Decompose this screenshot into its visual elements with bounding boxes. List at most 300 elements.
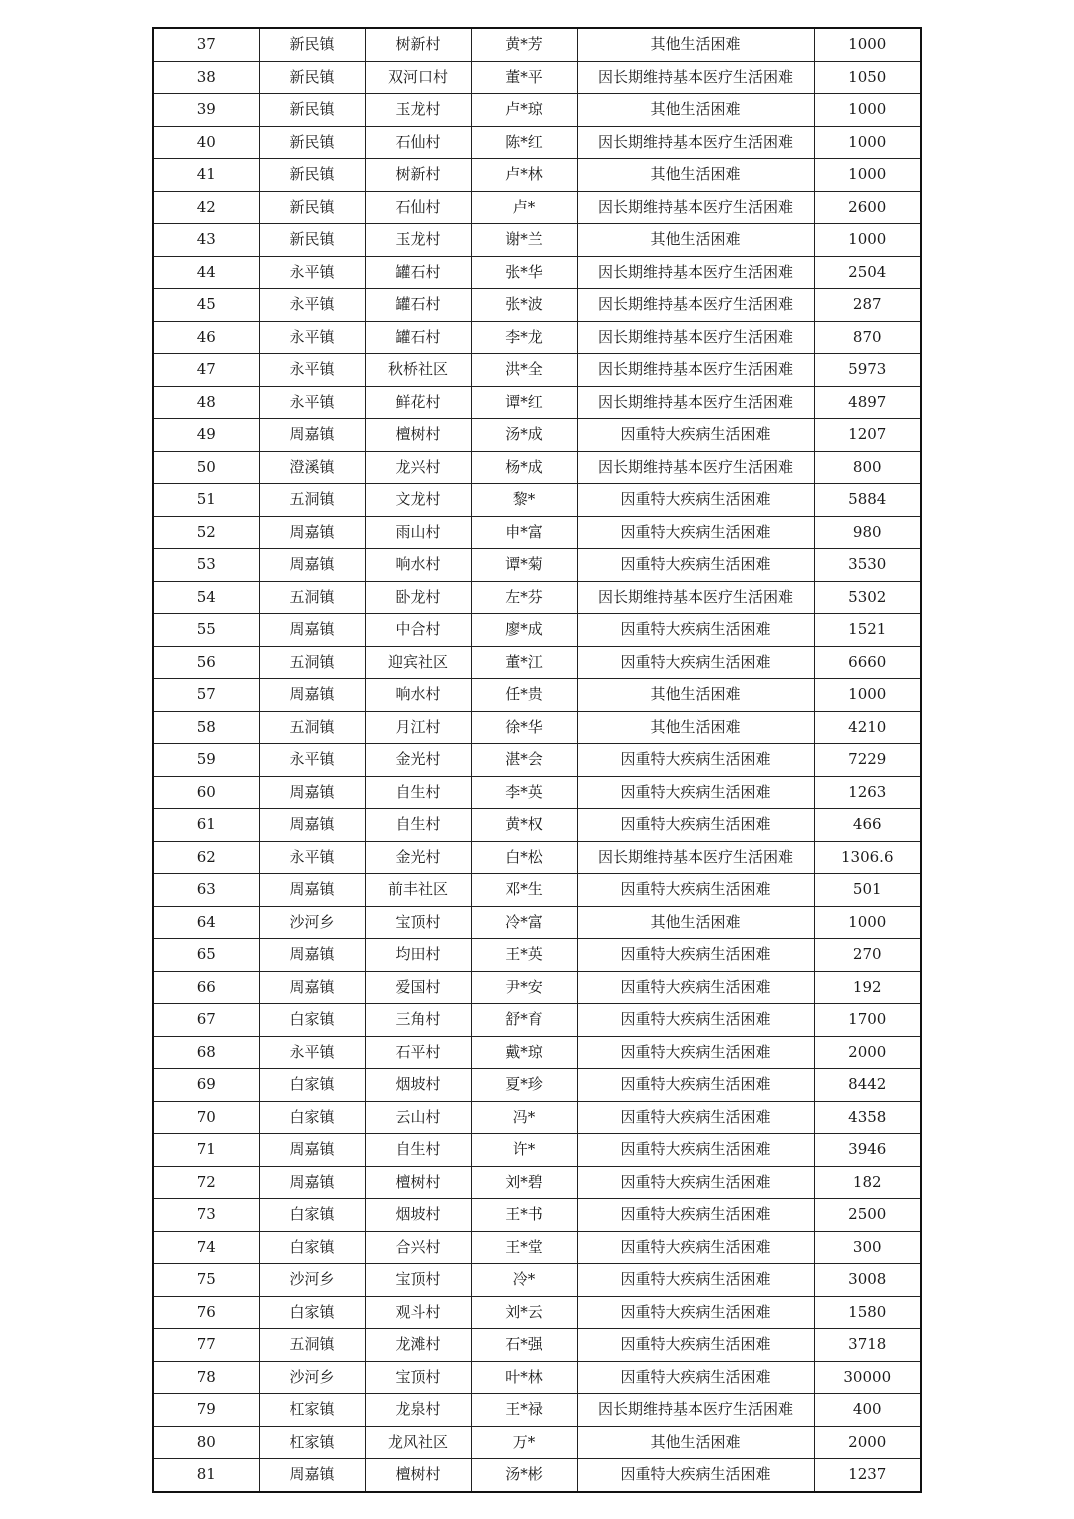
village-cell: 罐石村 [365, 289, 471, 322]
reason-cell: 因重特大疾病生活困难 [577, 484, 814, 517]
town-cell: 新民镇 [259, 191, 365, 224]
reason-cell: 因重特大疾病生活困难 [577, 1166, 814, 1199]
serial-number-cell: 58 [153, 711, 259, 744]
village-cell: 自生村 [365, 1134, 471, 1167]
serial-number-cell: 53 [153, 549, 259, 582]
table-row [153, 1134, 921, 1167]
serial-number-cell: 40 [153, 126, 259, 159]
serial-number-cell: 66 [153, 971, 259, 1004]
village-cell: 自生村 [365, 776, 471, 809]
town-cell: 永平镇 [259, 1036, 365, 1069]
village-cell: 卧龙村 [365, 581, 471, 614]
serial-number-cell: 38 [153, 61, 259, 94]
village-cell: 龙风社区 [365, 1426, 471, 1459]
amount-cell: 30000 [814, 1361, 921, 1394]
amount-cell: 980 [814, 516, 921, 549]
serial-number-cell: 55 [153, 614, 259, 647]
village-cell: 鲜花村 [365, 386, 471, 419]
table-row [153, 646, 921, 679]
table-row [153, 516, 921, 549]
table-row [153, 841, 921, 874]
village-cell: 石仙村 [365, 126, 471, 159]
town-cell: 五洞镇 [259, 484, 365, 517]
amount-cell: 3008 [814, 1264, 921, 1297]
serial-number-cell: 71 [153, 1134, 259, 1167]
name-cell: 董*江 [471, 646, 577, 679]
reason-cell: 其他生活困难 [577, 224, 814, 257]
reason-cell: 因重特大疾病生活困难 [577, 1134, 814, 1167]
serial-number-cell: 67 [153, 1004, 259, 1037]
village-cell: 响水村 [365, 549, 471, 582]
town-cell: 白家镇 [259, 1069, 365, 1102]
serial-number-cell: 47 [153, 354, 259, 387]
serial-number-cell: 46 [153, 321, 259, 354]
town-cell: 周嘉镇 [259, 516, 365, 549]
serial-number-cell: 80 [153, 1426, 259, 1459]
amount-cell: 8442 [814, 1069, 921, 1102]
name-cell: 董*平 [471, 61, 577, 94]
amount-cell: 800 [814, 451, 921, 484]
town-cell: 新民镇 [259, 94, 365, 127]
reason-cell: 因重特大疾病生活困难 [577, 646, 814, 679]
serial-number-cell: 45 [153, 289, 259, 322]
name-cell: 杨*成 [471, 451, 577, 484]
table-row [153, 1264, 921, 1297]
town-cell: 周嘉镇 [259, 874, 365, 907]
amount-cell: 5973 [814, 354, 921, 387]
town-cell: 永平镇 [259, 386, 365, 419]
reason-cell: 因重特大疾病生活困难 [577, 809, 814, 842]
name-cell: 卢*林 [471, 159, 577, 192]
serial-number-cell: 56 [153, 646, 259, 679]
table-row [153, 1329, 921, 1362]
reason-cell: 因长期维持基本医疗生活困难 [577, 1394, 814, 1427]
serial-number-cell: 69 [153, 1069, 259, 1102]
amount-cell: 3946 [814, 1134, 921, 1167]
village-cell: 宝顶村 [365, 1264, 471, 1297]
serial-number-cell: 51 [153, 484, 259, 517]
town-cell: 沙河乡 [259, 1264, 365, 1297]
town-cell: 周嘉镇 [259, 419, 365, 452]
town-cell: 沙河乡 [259, 906, 365, 939]
reason-cell: 因重特大疾病生活困难 [577, 1069, 814, 1102]
table-row [153, 581, 921, 614]
table-row [153, 711, 921, 744]
town-cell: 杠家镇 [259, 1394, 365, 1427]
table-row [153, 776, 921, 809]
name-cell: 冯* [471, 1101, 577, 1134]
name-cell: 李*英 [471, 776, 577, 809]
village-cell: 玉龙村 [365, 224, 471, 257]
serial-number-cell: 76 [153, 1296, 259, 1329]
town-cell: 周嘉镇 [259, 776, 365, 809]
reason-cell: 因长期维持基本医疗生活困难 [577, 321, 814, 354]
town-cell: 周嘉镇 [259, 614, 365, 647]
table-row [153, 354, 921, 387]
table-row [153, 28, 921, 61]
village-cell: 自生村 [365, 809, 471, 842]
amount-cell: 6660 [814, 646, 921, 679]
serial-number-cell: 62 [153, 841, 259, 874]
village-cell: 树新村 [365, 28, 471, 61]
name-cell: 左*芬 [471, 581, 577, 614]
village-cell: 檀树村 [365, 419, 471, 452]
village-cell: 罐石村 [365, 321, 471, 354]
name-cell: 卢* [471, 191, 577, 224]
name-cell: 刘*碧 [471, 1166, 577, 1199]
amount-cell: 1000 [814, 159, 921, 192]
village-cell: 文龙村 [365, 484, 471, 517]
name-cell: 陈*红 [471, 126, 577, 159]
serial-number-cell: 79 [153, 1394, 259, 1427]
village-cell: 檀树村 [365, 1459, 471, 1492]
town-cell: 五洞镇 [259, 711, 365, 744]
name-cell: 石*强 [471, 1329, 577, 1362]
reason-cell: 因重特大疾病生活困难 [577, 516, 814, 549]
name-cell: 徐*华 [471, 711, 577, 744]
town-cell: 永平镇 [259, 321, 365, 354]
town-cell: 周嘉镇 [259, 1166, 365, 1199]
amount-cell: 182 [814, 1166, 921, 1199]
amount-cell: 1000 [814, 126, 921, 159]
table-row [153, 1069, 921, 1102]
name-cell: 冷*富 [471, 906, 577, 939]
table-row [153, 1426, 921, 1459]
reason-cell: 因重特大疾病生活困难 [577, 939, 814, 972]
town-cell: 新民镇 [259, 61, 365, 94]
reason-cell: 因重特大疾病生活困难 [577, 776, 814, 809]
village-cell: 烟坡村 [365, 1199, 471, 1232]
name-cell: 廖*成 [471, 614, 577, 647]
village-cell: 前丰社区 [365, 874, 471, 907]
amount-cell: 1521 [814, 614, 921, 647]
village-cell: 石平村 [365, 1036, 471, 1069]
table-row [153, 484, 921, 517]
name-cell: 李*龙 [471, 321, 577, 354]
name-cell: 尹*安 [471, 971, 577, 1004]
reason-cell: 因重特大疾病生活困难 [577, 419, 814, 452]
reason-cell: 因重特大疾病生活困难 [577, 1459, 814, 1492]
serial-number-cell: 81 [153, 1459, 259, 1492]
village-cell: 金光村 [365, 744, 471, 777]
reason-cell: 因重特大疾病生活困难 [577, 1329, 814, 1362]
reason-cell: 其他生活困难 [577, 711, 814, 744]
amount-cell: 1000 [814, 28, 921, 61]
amount-cell: 1050 [814, 61, 921, 94]
name-cell: 谭*红 [471, 386, 577, 419]
reason-cell: 因重特大疾病生活困难 [577, 1361, 814, 1394]
name-cell: 卢*琼 [471, 94, 577, 127]
town-cell: 白家镇 [259, 1231, 365, 1264]
town-cell: 新民镇 [259, 224, 365, 257]
name-cell: 王*堂 [471, 1231, 577, 1264]
amount-cell: 1237 [814, 1459, 921, 1492]
amount-cell: 1306.6 [814, 841, 921, 874]
reason-cell: 因长期维持基本医疗生活困难 [577, 581, 814, 614]
village-cell: 石仙村 [365, 191, 471, 224]
reason-cell: 因重特大疾病生活困难 [577, 971, 814, 1004]
serial-number-cell: 61 [153, 809, 259, 842]
serial-number-cell: 68 [153, 1036, 259, 1069]
village-cell: 响水村 [365, 679, 471, 712]
amount-cell: 4897 [814, 386, 921, 419]
serial-number-cell: 64 [153, 906, 259, 939]
table-row [153, 159, 921, 192]
table-row [153, 1231, 921, 1264]
name-cell: 冷* [471, 1264, 577, 1297]
reason-cell: 因长期维持基本医疗生活困难 [577, 256, 814, 289]
town-cell: 永平镇 [259, 841, 365, 874]
table-row [153, 1394, 921, 1427]
table-row [153, 1361, 921, 1394]
reason-cell: 因重特大疾病生活困难 [577, 1264, 814, 1297]
town-cell: 永平镇 [259, 289, 365, 322]
serial-number-cell: 37 [153, 28, 259, 61]
reason-cell: 因重特大疾病生活困难 [577, 549, 814, 582]
table-row [153, 744, 921, 777]
table-row [153, 126, 921, 159]
serial-number-cell: 41 [153, 159, 259, 192]
village-cell: 树新村 [365, 159, 471, 192]
name-cell: 万* [471, 1426, 577, 1459]
reason-cell: 其他生活困难 [577, 28, 814, 61]
table-row [153, 1199, 921, 1232]
town-cell: 五洞镇 [259, 646, 365, 679]
town-cell: 沙河乡 [259, 1361, 365, 1394]
table-row [153, 1036, 921, 1069]
town-cell: 五洞镇 [259, 581, 365, 614]
table-row [153, 61, 921, 94]
reason-cell: 因长期维持基本医疗生活困难 [577, 841, 814, 874]
amount-cell: 2500 [814, 1199, 921, 1232]
town-cell: 白家镇 [259, 1101, 365, 1134]
serial-number-cell: 75 [153, 1264, 259, 1297]
serial-number-cell: 39 [153, 94, 259, 127]
amount-cell: 1580 [814, 1296, 921, 1329]
village-cell: 迎宾社区 [365, 646, 471, 679]
amount-cell: 5302 [814, 581, 921, 614]
serial-number-cell: 48 [153, 386, 259, 419]
name-cell: 夏*珍 [471, 1069, 577, 1102]
serial-number-cell: 73 [153, 1199, 259, 1232]
reason-cell: 因重特大疾病生活困难 [577, 744, 814, 777]
table-row [153, 1101, 921, 1134]
amount-cell: 5884 [814, 484, 921, 517]
village-cell: 龙滩村 [365, 1329, 471, 1362]
serial-number-cell: 49 [153, 419, 259, 452]
serial-number-cell: 65 [153, 939, 259, 972]
town-cell: 新民镇 [259, 28, 365, 61]
village-cell: 檀树村 [365, 1166, 471, 1199]
table-row [153, 256, 921, 289]
name-cell: 汤*彬 [471, 1459, 577, 1492]
serial-number-cell: 60 [153, 776, 259, 809]
amount-cell: 3530 [814, 549, 921, 582]
village-cell: 秋桥社区 [365, 354, 471, 387]
village-cell: 雨山村 [365, 516, 471, 549]
town-cell: 永平镇 [259, 744, 365, 777]
village-cell: 龙兴村 [365, 451, 471, 484]
table-row [153, 191, 921, 224]
table-row [153, 1166, 921, 1199]
name-cell: 白*松 [471, 841, 577, 874]
name-cell: 黎* [471, 484, 577, 517]
reason-cell: 其他生活困难 [577, 94, 814, 127]
table-row [153, 94, 921, 127]
reason-cell: 因长期维持基本医疗生活困难 [577, 191, 814, 224]
amount-cell: 270 [814, 939, 921, 972]
serial-number-cell: 52 [153, 516, 259, 549]
table-row [153, 1004, 921, 1037]
village-cell: 三角村 [365, 1004, 471, 1037]
table-row [153, 549, 921, 582]
name-cell: 刘*云 [471, 1296, 577, 1329]
town-cell: 永平镇 [259, 256, 365, 289]
name-cell: 任*贵 [471, 679, 577, 712]
amount-cell: 2600 [814, 191, 921, 224]
reason-cell: 因长期维持基本医疗生活困难 [577, 126, 814, 159]
name-cell: 湛*会 [471, 744, 577, 777]
amount-cell: 192 [814, 971, 921, 1004]
reason-cell: 因长期维持基本医疗生活困难 [577, 61, 814, 94]
amount-cell: 1000 [814, 906, 921, 939]
amount-cell: 1000 [814, 679, 921, 712]
reason-cell: 其他生活困难 [577, 906, 814, 939]
reason-cell: 其他生活困难 [577, 679, 814, 712]
village-cell: 爱国村 [365, 971, 471, 1004]
name-cell: 王*禄 [471, 1394, 577, 1427]
amount-cell: 1207 [814, 419, 921, 452]
town-cell: 周嘉镇 [259, 971, 365, 1004]
name-cell: 许* [471, 1134, 577, 1167]
town-cell: 周嘉镇 [259, 1134, 365, 1167]
serial-number-cell: 42 [153, 191, 259, 224]
name-cell: 谭*菊 [471, 549, 577, 582]
name-cell: 洪*全 [471, 354, 577, 387]
name-cell: 王*英 [471, 939, 577, 972]
town-cell: 澄溪镇 [259, 451, 365, 484]
village-cell: 观斗村 [365, 1296, 471, 1329]
village-cell: 龙泉村 [365, 1394, 471, 1427]
amount-cell: 501 [814, 874, 921, 907]
village-cell: 双河口村 [365, 61, 471, 94]
amount-cell: 300 [814, 1231, 921, 1264]
town-cell: 新民镇 [259, 126, 365, 159]
reason-cell: 因重特大疾病生活困难 [577, 1101, 814, 1134]
table-row [153, 419, 921, 452]
amount-cell: 3718 [814, 1329, 921, 1362]
name-cell: 张*华 [471, 256, 577, 289]
serial-number-cell: 59 [153, 744, 259, 777]
name-cell: 谢*兰 [471, 224, 577, 257]
town-cell: 白家镇 [259, 1296, 365, 1329]
town-cell: 杠家镇 [259, 1426, 365, 1459]
serial-number-cell: 50 [153, 451, 259, 484]
reason-cell: 其他生活困难 [577, 159, 814, 192]
town-cell: 新民镇 [259, 159, 365, 192]
town-cell: 白家镇 [259, 1199, 365, 1232]
town-cell: 永平镇 [259, 354, 365, 387]
amount-cell: 1700 [814, 1004, 921, 1037]
amount-cell: 4358 [814, 1101, 921, 1134]
village-cell: 宝顶村 [365, 906, 471, 939]
amount-cell: 1000 [814, 94, 921, 127]
amount-cell: 7229 [814, 744, 921, 777]
village-cell: 玉龙村 [365, 94, 471, 127]
reason-cell: 因重特大疾病生活困难 [577, 1036, 814, 1069]
village-cell: 云山村 [365, 1101, 471, 1134]
amount-cell: 400 [814, 1394, 921, 1427]
reason-cell: 因重特大疾病生活困难 [577, 1231, 814, 1264]
name-cell: 黄*芳 [471, 28, 577, 61]
name-cell: 戴*琼 [471, 1036, 577, 1069]
name-cell: 邓*生 [471, 874, 577, 907]
amount-cell: 2000 [814, 1036, 921, 1069]
amount-cell: 1000 [814, 224, 921, 257]
table-row [153, 224, 921, 257]
table-row [153, 971, 921, 1004]
village-cell: 宝顶村 [365, 1361, 471, 1394]
amount-cell: 2000 [814, 1426, 921, 1459]
table-body [153, 28, 921, 1492]
town-cell: 周嘉镇 [259, 939, 365, 972]
serial-number-cell: 78 [153, 1361, 259, 1394]
town-cell: 周嘉镇 [259, 809, 365, 842]
serial-number-cell: 54 [153, 581, 259, 614]
table-row [153, 321, 921, 354]
amount-cell: 287 [814, 289, 921, 322]
name-cell: 申*富 [471, 516, 577, 549]
table-row [153, 874, 921, 907]
town-cell: 周嘉镇 [259, 549, 365, 582]
amount-cell: 1263 [814, 776, 921, 809]
table-row [153, 809, 921, 842]
village-cell: 烟坡村 [365, 1069, 471, 1102]
serial-number-cell: 72 [153, 1166, 259, 1199]
reason-cell: 因重特大疾病生活困难 [577, 1199, 814, 1232]
reason-cell: 因长期维持基本医疗生活困难 [577, 289, 814, 322]
village-cell: 金光村 [365, 841, 471, 874]
table-row [153, 451, 921, 484]
table-row [153, 939, 921, 972]
name-cell: 王*书 [471, 1199, 577, 1232]
table-row [153, 614, 921, 647]
amount-cell: 466 [814, 809, 921, 842]
town-cell: 白家镇 [259, 1004, 365, 1037]
reason-cell: 因重特大疾病生活困难 [577, 874, 814, 907]
village-cell: 均田村 [365, 939, 471, 972]
reason-cell: 其他生活困难 [577, 1426, 814, 1459]
table-row [153, 679, 921, 712]
amount-cell: 2504 [814, 256, 921, 289]
town-cell: 周嘉镇 [259, 1459, 365, 1492]
village-cell: 罐石村 [365, 256, 471, 289]
reason-cell: 因长期维持基本医疗生活困难 [577, 386, 814, 419]
village-cell: 中合村 [365, 614, 471, 647]
table-row [153, 1459, 921, 1492]
reason-cell: 因长期维持基本医疗生活困难 [577, 354, 814, 387]
reason-cell: 因重特大疾病生活困难 [577, 1004, 814, 1037]
village-cell: 月江村 [365, 711, 471, 744]
serial-number-cell: 43 [153, 224, 259, 257]
reason-cell: 因重特大疾病生活困难 [577, 1296, 814, 1329]
serial-number-cell: 63 [153, 874, 259, 907]
table-row [153, 1296, 921, 1329]
name-cell: 汤*成 [471, 419, 577, 452]
amount-cell: 870 [814, 321, 921, 354]
table-row [153, 289, 921, 322]
reason-cell: 因重特大疾病生活困难 [577, 614, 814, 647]
